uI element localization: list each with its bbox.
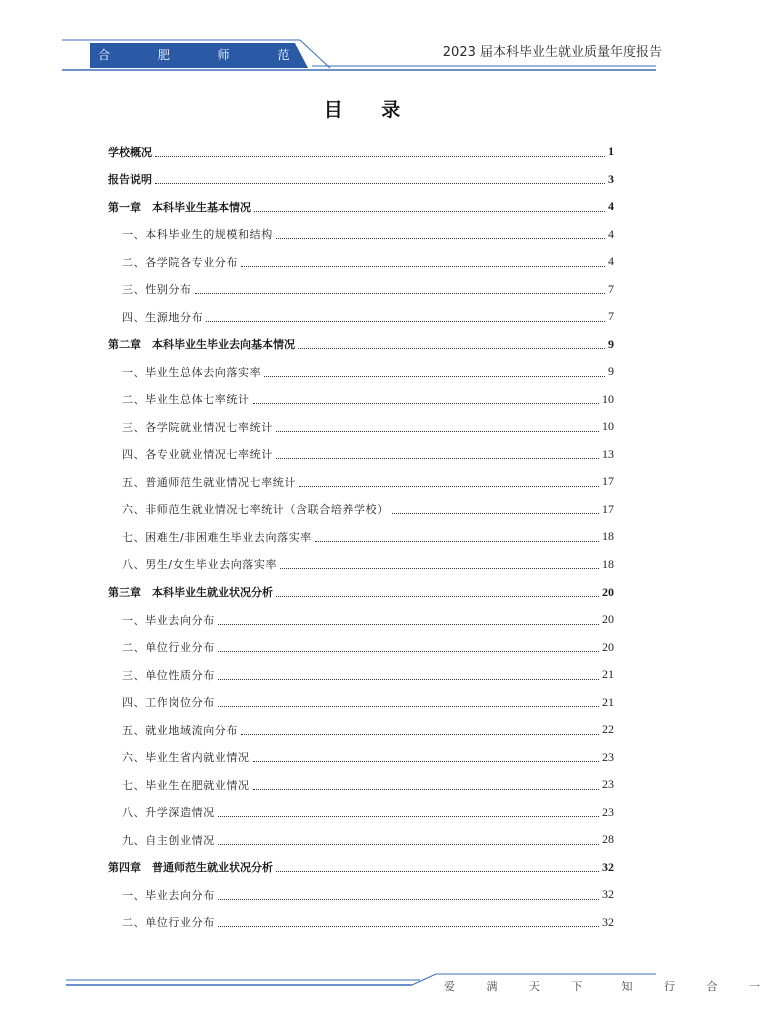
toc-page-number: 32	[602, 914, 614, 929]
toc-section-entry[interactable]	[108, 743, 614, 771]
toc-section-entry[interactable]	[108, 248, 614, 276]
header-decoration	[0, 0, 724, 80]
toc-page-number: 9	[608, 364, 614, 379]
toc-chapter-entry[interactable]	[108, 853, 614, 881]
toc-section-entry[interactable]	[108, 441, 614, 469]
toc-entry-text: 三、单位性质分布	[122, 668, 215, 682]
toc-page-number: 32	[602, 887, 614, 902]
toc-entry-text: 八、升学深造情况	[122, 806, 215, 820]
toc-section-entry[interactable]	[108, 716, 614, 744]
school-name: 合 肥 师 范 学 院	[98, 48, 432, 62]
toc-page-number: 4	[608, 254, 614, 269]
toc-page-number: 28	[602, 832, 614, 847]
toc-page-number: 18	[602, 556, 614, 571]
toc-chapter-entry[interactable]	[108, 578, 614, 606]
toc-page-number: 4	[608, 226, 614, 241]
toc-entry-text: 三、各学院就业情况七率统计	[122, 420, 273, 434]
toc-entry-text: 二、单位行业分布	[122, 916, 215, 930]
toc-entry-text: 一、毕业去向分布	[122, 613, 215, 627]
toc-section-entry[interactable]	[108, 661, 614, 689]
toc-dot-leader	[218, 898, 599, 900]
toc-page-number: 20	[602, 639, 614, 654]
toc-entry-text: 二、毕业生总体七率统计	[122, 393, 250, 407]
toc-dot-leader	[218, 925, 599, 927]
toc-entry-text: 四、各专业就业情况七率统计	[122, 448, 273, 462]
toc-dot-leader	[253, 402, 599, 404]
toc-chapter-entry[interactable]	[108, 331, 614, 359]
toc-page-number: 9	[608, 336, 614, 351]
report-title: 2023 届本科毕业生就业质量年度报告	[442, 45, 662, 60]
toc-section-entry[interactable]	[108, 826, 614, 854]
toc-section-entry[interactable]	[108, 908, 614, 936]
toc-entry-text: 一、毕业生总体去向落实率	[122, 365, 262, 379]
toc-dot-leader	[218, 843, 599, 845]
toc-entry-text: 报告说明	[108, 173, 152, 187]
toc-entry-text: 二、单位行业分布	[122, 641, 215, 655]
toc-entry-text: 六、毕业生省内就业情况	[122, 751, 250, 765]
toc-dot-leader	[299, 485, 599, 487]
toc-dot-leader	[241, 733, 599, 735]
toc-page-number: 4	[608, 199, 614, 214]
toc-dot-leader	[241, 265, 605, 267]
toc-chapter-entry[interactable]	[108, 138, 614, 166]
toc-entry-text: 二、各学院各专业分布	[122, 255, 238, 269]
toc-entry-text: 八、男生/女生毕业去向落实率	[122, 558, 278, 572]
toc-page-number: 3	[608, 171, 614, 186]
toc-dot-leader	[276, 430, 599, 432]
toc-dot-leader	[264, 375, 605, 377]
toc-dot-leader	[253, 788, 599, 790]
toc-entry-text: 五、普通师范生就业情况七率统计	[122, 475, 296, 489]
toc-page-number: 20	[602, 612, 614, 627]
toc-dot-leader	[155, 182, 605, 184]
toc-section-entry[interactable]	[108, 221, 614, 249]
toc-section-entry[interactable]	[108, 496, 614, 524]
toc-section-entry[interactable]	[108, 798, 614, 826]
toc-page-number: 23	[602, 749, 614, 764]
toc-entry-text: 第三章 本科毕业生就业状况分析	[108, 586, 273, 599]
toc-dot-leader	[218, 705, 599, 707]
toc-entry-text: 四、生源地分布	[122, 310, 204, 324]
toc-section-entry[interactable]	[108, 358, 614, 386]
toc-section-entry[interactable]	[108, 276, 614, 304]
toc-section-entry[interactable]	[108, 551, 614, 579]
toc-dot-leader	[392, 512, 599, 514]
toc-entry-text: 七、困难生/非困难生毕业去向落实率	[122, 530, 312, 544]
toc-dot-leader	[298, 347, 605, 349]
toc-entry-text: 三、性别分布	[122, 283, 192, 297]
toc-page-number: 22	[602, 722, 614, 737]
toc-page-number: 10	[602, 391, 614, 406]
toc-entry-text: 七、毕业生在肥就业情况	[122, 778, 250, 792]
toc-dot-leader	[218, 815, 599, 817]
toc-page-number: 23	[602, 804, 614, 819]
toc-page-number: 7	[608, 281, 614, 296]
toc-dot-leader	[195, 292, 605, 294]
toc-dot-leader	[155, 155, 605, 157]
toc-entry-text: 第四章 普通师范生就业状况分析	[108, 861, 273, 875]
toc-entry-text: 六、非师范生就业情况七率统计（含联合培养学校）	[122, 503, 389, 517]
toc-section-entry[interactable]	[108, 386, 614, 414]
toc-dot-leader	[218, 650, 599, 652]
toc-dot-leader	[276, 595, 599, 597]
toc-dot-leader	[253, 760, 599, 762]
toc-section-entry[interactable]	[108, 606, 614, 634]
toc-page-number: 21	[602, 694, 614, 709]
toc-dot-leader	[218, 623, 599, 625]
toc-entry-text: 五、就业地域流向分布	[122, 723, 238, 737]
toc-section-entry[interactable]	[108, 523, 614, 551]
toc-section-entry[interactable]	[108, 633, 614, 661]
toc-section-entry[interactable]	[108, 468, 614, 496]
toc-page-number: 20	[602, 584, 614, 599]
toc-dot-leader	[206, 320, 605, 322]
toc-section-entry[interactable]	[108, 413, 614, 441]
toc-entry-text: 九、自主创业情况	[122, 833, 215, 847]
toc-section-entry[interactable]	[108, 688, 614, 716]
toc-dot-leader	[276, 457, 599, 459]
toc-page-number: 17	[602, 501, 614, 516]
page-footer	[0, 960, 774, 1024]
toc-section-entry[interactable]	[108, 771, 614, 799]
toc-page-number: 23	[602, 777, 614, 792]
table-of-contents	[108, 138, 614, 936]
toc-chapter-entry[interactable]	[108, 166, 614, 194]
toc-chapter-entry[interactable]	[108, 193, 614, 221]
toc-dot-leader	[254, 210, 605, 212]
toc-page-number: 17	[602, 474, 614, 489]
toc-page-number: 32	[602, 859, 614, 874]
toc-dot-leader	[276, 237, 605, 239]
toc-dot-leader	[276, 870, 599, 872]
toc-section-entry[interactable]	[108, 303, 614, 331]
toc-entry-text: 一、毕业去向分布	[122, 888, 215, 902]
toc-page-number: 13	[602, 446, 614, 461]
school-motto: 爱 满 天 下 知 行 合 一	[444, 980, 774, 993]
toc-dot-leader	[280, 567, 599, 569]
toc-heading: 目 录	[323, 99, 417, 121]
toc-entry-text: 第二章 本科毕业生毕业去向基本情况	[108, 338, 295, 352]
toc-entry-text: 四、工作岗位分布	[122, 696, 215, 710]
toc-page-number: 1	[608, 144, 614, 159]
toc-dot-leader	[218, 678, 599, 680]
toc-entry-text: 第一章 本科毕业生基本情况	[108, 200, 251, 214]
page-header	[0, 0, 724, 80]
toc-page-number: 21	[602, 667, 614, 682]
toc-entry-text: 一、本科毕业生的规模和结构	[122, 228, 273, 242]
toc-page-number: 7	[608, 309, 614, 324]
toc-page-number: 18	[602, 529, 614, 544]
toc-entry-text: 学校概况	[108, 145, 152, 159]
toc-section-entry[interactable]	[108, 881, 614, 909]
toc-dot-leader	[315, 540, 599, 542]
toc-page-number: 10	[602, 419, 614, 434]
